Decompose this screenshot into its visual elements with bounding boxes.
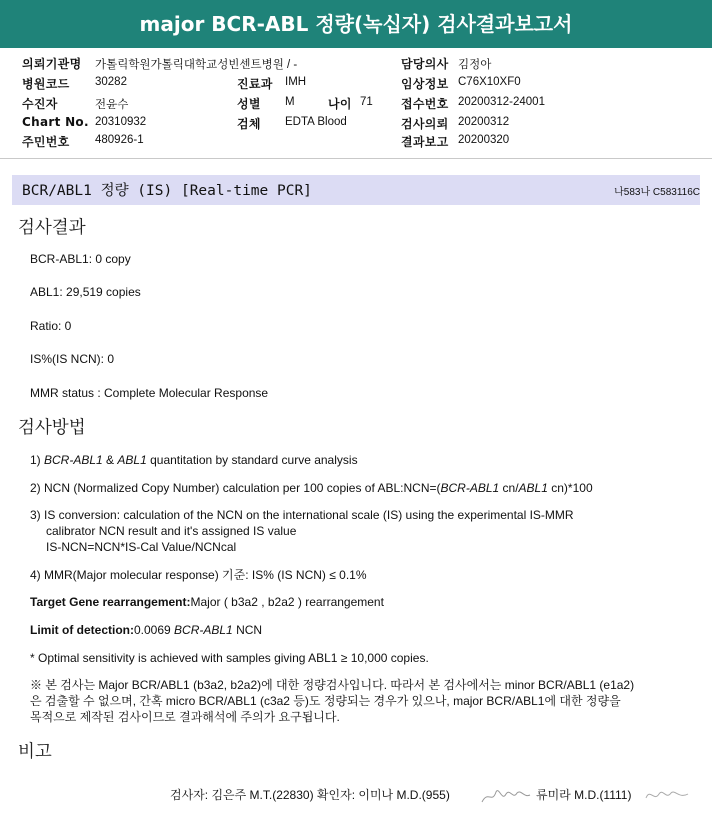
method-text: 2) NCN (Normalized Copy Number) calculation per 100 copies of ABL:NCN=( (30, 481, 441, 495)
method-item-3-line-1: 3) IS conversion: calculation of the NCN on the international scale (IS) using the experimental IS-MMR (30, 508, 574, 522)
limit-of-detection-line (30, 622, 700, 638)
doctor-label: 담당의사 (401, 57, 449, 71)
method-text: quantitation by standard curve analysis (150, 453, 358, 467)
test-name-band (12, 175, 700, 205)
clinical-info-value: C76X10XF0 (458, 76, 521, 88)
signature-image-2 (644, 784, 690, 806)
report-date-label: 결과보고 (401, 135, 449, 149)
hospital-code-label: 병원코드 (22, 77, 70, 91)
ampersand: & (106, 453, 115, 467)
result-item: BCR-ABL1: 0 copy (30, 252, 131, 266)
optimal-sensitivity-note: * Optimal sensitivity is achieved with samples giving ABL1 ≥ 10,000 copies. (30, 651, 429, 665)
department-label: 진료과 (237, 77, 273, 91)
doctor-value: 김정아 (458, 59, 492, 71)
chart-no-value: 20310932 (95, 116, 147, 128)
result-item: Ratio: 0 (30, 319, 72, 333)
section-divider (0, 158, 712, 159)
institution-label: 의뢰기관명 (22, 57, 82, 71)
report-date-value: 20200320 (458, 134, 510, 146)
method-item-4: 4) MMR(Major molecular response) 기준: IS% (IS NCN) ≤ 0.1% (30, 568, 367, 582)
gene-bcr-abl1: BCR-ABL1 (440, 481, 500, 495)
patient-info-section (0, 48, 712, 152)
report-title: major BCR-ABL 정량(녹십자) 검사결과보고서 (0, 0, 712, 48)
test-code: 나583나 C583116C (614, 187, 700, 198)
chart-no-label: Chart No. (22, 115, 89, 129)
method-number: 1) (30, 453, 41, 467)
target-gene-value: Major ( b3a2 , b2a2 ) rearrangement (190, 595, 384, 609)
result-item: MMR status : Complete Molecular Response (30, 386, 269, 400)
resident-no-value: 480926-1 (95, 134, 144, 146)
method-text: cn/ (502, 481, 519, 495)
lod-label: Limit of detection: (30, 623, 134, 637)
reviewer-signature-text: 류미라 M.D.(1111) (536, 788, 632, 802)
signature-image-1 (480, 784, 532, 806)
institution-value: 가톨릭학원가톨릭대학교성빈센트병원 / - (95, 59, 298, 71)
note-line-2: 은 검출할 수 없으며, 간혹 micro BCR/ABL1 (c3a2 등)도 정량되는 경우가 있으나, major BCR/ABL1에 대한 정량을 (30, 694, 621, 708)
method-item-1 (30, 452, 700, 468)
method-item-2 (30, 480, 700, 496)
collector-label: 수진자 (22, 97, 58, 111)
method-text: cn)*100 (551, 481, 593, 495)
gene-bcr-abl1: BCR-ABL1 (174, 623, 233, 637)
resident-no-label: 주민번호 (22, 135, 70, 149)
gene-bcr-abl1: BCR-ABL1 (44, 453, 103, 467)
remarks-heading: 비고 (18, 742, 52, 762)
note-line-3: 목적으로 제작된 검사이므로 결과해석에 주의가 요구됩니다. (30, 710, 340, 724)
target-gene-label: Target Gene rearrangement: (30, 595, 191, 609)
lod-unit: NCN (236, 623, 263, 637)
sex-value: M (285, 96, 295, 108)
receipt-no-value: 20200312-24001 (458, 96, 545, 108)
results-heading: 검사결과 (18, 218, 86, 238)
method-heading: 검사방법 (18, 418, 86, 438)
age-label: 나이 (328, 97, 352, 111)
clinical-info-label: 임상정보 (401, 77, 449, 91)
receipt-no-label: 접수번호 (401, 97, 449, 111)
target-gene-line (30, 594, 700, 610)
result-item: IS%(IS NCN): 0 (30, 352, 115, 366)
result-item: ABL1: 29,519 copies (30, 285, 141, 299)
specimen-value: EDTA Blood (285, 116, 347, 128)
age-value: 71 (360, 96, 373, 108)
hospital-code-value: 30282 (95, 76, 127, 88)
note-line-1: ※ 본 검사는 Major BCR/ABL1 (b3a2, b2a2)에 대한 정량검사입니다. 따라서 본 검사에서는 minor BCR/ABL1 (e1a2) (30, 678, 635, 692)
sex-label: 성별 (237, 97, 261, 111)
request-date-value: 20200312 (458, 116, 510, 128)
specimen-label: 검체 (237, 117, 261, 131)
request-date-label: 검사의뢰 (401, 117, 449, 131)
method-item-3-line-2: calibrator NCN result and it's assigned IS value (46, 524, 297, 538)
tester-signature-text: 검사자: 김은주 M.T.(22830) 확인자: 이미나 M.D.(955) (170, 788, 450, 802)
lod-number: 0.0069 (134, 623, 171, 637)
method-item-3-line-3: IS-NCN=NCN*IS-Cal Value/NCNcal (46, 540, 237, 554)
department-value: IMH (285, 76, 307, 88)
test-name: BCR/ABL1 정량 (IS) [Real-time PCR] (22, 183, 312, 199)
collector-value: 전윤수 (95, 99, 129, 111)
gene-abl1: ABL1 (117, 453, 147, 467)
gene-abl1: ABL1 (518, 481, 548, 495)
